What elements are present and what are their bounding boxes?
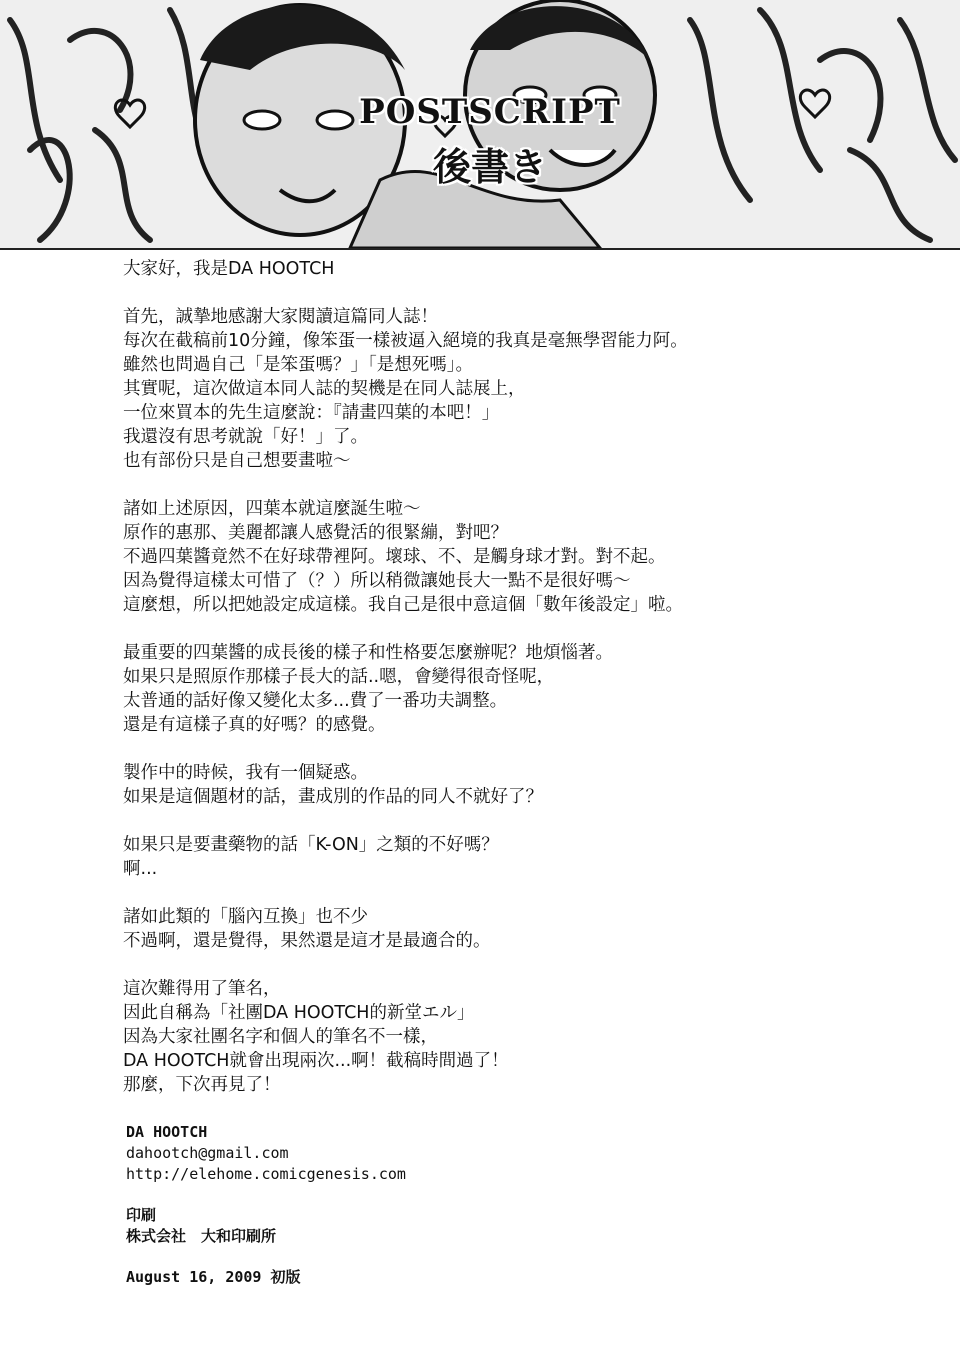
text-line: 諸如上述原因，四葉本就這麼誕生啦～ — [123, 499, 421, 519]
text-line: 每次在截稿前10分鐘，像笨蛋一樣被逼入絕境的我真是毫無學習能力阿。 — [123, 331, 688, 351]
text-line: 原作的惠那、美麗都讓人感覺活的很緊繃，對吧？ — [123, 523, 508, 543]
text-line: DA HOOTCH就會出現兩次...啊！截稿時間過了！ — [123, 1051, 509, 1071]
contact-email: dahootch@gmail.com — [126, 1144, 289, 1162]
paragraph — [123, 497, 923, 617]
text-line: 不過四葉醬竟然不在好球帶裡阿。壞球、不、是觸身球才對。對不起。 — [123, 547, 666, 567]
text-line: 不過啊，還是覺得，果然還是這才是最適合的。 — [123, 931, 491, 951]
text-line: 如果是這個題材的話，畫成別的作品的同人不就好了？ — [123, 787, 543, 807]
printer-name: 株式会社 大和印刷所 — [126, 1227, 277, 1245]
text-line: 如果只是要畫藥物的話「K-ON」之類的不好嗎？ — [123, 835, 499, 855]
text-line: 製作中的時候，我有一個疑惑。 — [123, 763, 368, 783]
text-line: 這麼想，所以把她設定成這樣。我自己是很中意這個「數年後設定」啦。 — [123, 595, 683, 615]
text-line: 因此自稱為「社團DA HOOTCH的新堂エル」 — [123, 1003, 475, 1023]
text-line: 其實呢，這次做這本同人誌的契機是在同人誌展上， — [123, 379, 526, 399]
paragraph — [123, 305, 923, 473]
postscript-title-japanese: 後書き — [432, 145, 547, 189]
text-line: 還是有這樣子真的好嗎？的感覺。 — [123, 715, 386, 735]
text-line: 因為覺得這樣太可惜了（？）所以稍微讓她長大一點不是很好嗎～ — [123, 571, 631, 591]
paragraph — [123, 641, 923, 737]
circle-name: DA HOOTCH — [126, 1123, 208, 1141]
paragraph — [123, 761, 923, 809]
text-line: 大家好，我是DA HOOTCH — [123, 259, 335, 279]
text-line: 因為大家社團名字和個人的筆名不一樣， — [123, 1027, 438, 1047]
text-line: 我還沒有思考就說「好！」了。 — [123, 427, 368, 447]
text-line: 如果只是照原作那樣子長大的話..嗯，會變得很奇怪呢， — [123, 667, 555, 687]
website-url: http://elehome.comicgenesis.com — [126, 1165, 406, 1183]
text-line: 首先，誠摯地感謝大家閱讀這篇同人誌！ — [123, 307, 438, 327]
paragraph — [123, 977, 923, 1097]
paragraph — [123, 257, 923, 281]
paragraph — [123, 905, 923, 953]
postscript-title: POSTSCRIPT — [359, 92, 621, 132]
text-line: 一位來買本的先生這麼說：『請畫四葉的本吧！」 — [123, 403, 500, 423]
edition-date: August 16, 2009 初版 — [126, 1268, 301, 1286]
paragraph — [123, 833, 923, 881]
printer-label: 印刷 — [126, 1206, 157, 1224]
text-line: 雖然也問過自己「是笨蛋嗎？」「是想死嗎」。 — [123, 355, 473, 375]
illustration-banner — [0, 0, 960, 250]
text-line: 最重要的四葉醬的成長後的樣子和性格要怎麼辦呢？地煩惱著。 — [123, 643, 613, 663]
text-line: 這次難得用了筆名， — [123, 979, 281, 999]
signature-block — [126, 1122, 826, 1288]
text-line: 那麼，下次再見了！ — [123, 1075, 281, 1095]
text-line: 啊... — [123, 859, 158, 879]
text-line: 諸如此類的「腦內互換」也不少 — [123, 907, 368, 927]
text-line: 太普通的話好像又變化太多...費了一番功夫調整。 — [123, 691, 508, 711]
text-line: 也有部份只是自己想要畫啦～ — [123, 451, 351, 471]
postscript-body — [123, 257, 923, 1121]
